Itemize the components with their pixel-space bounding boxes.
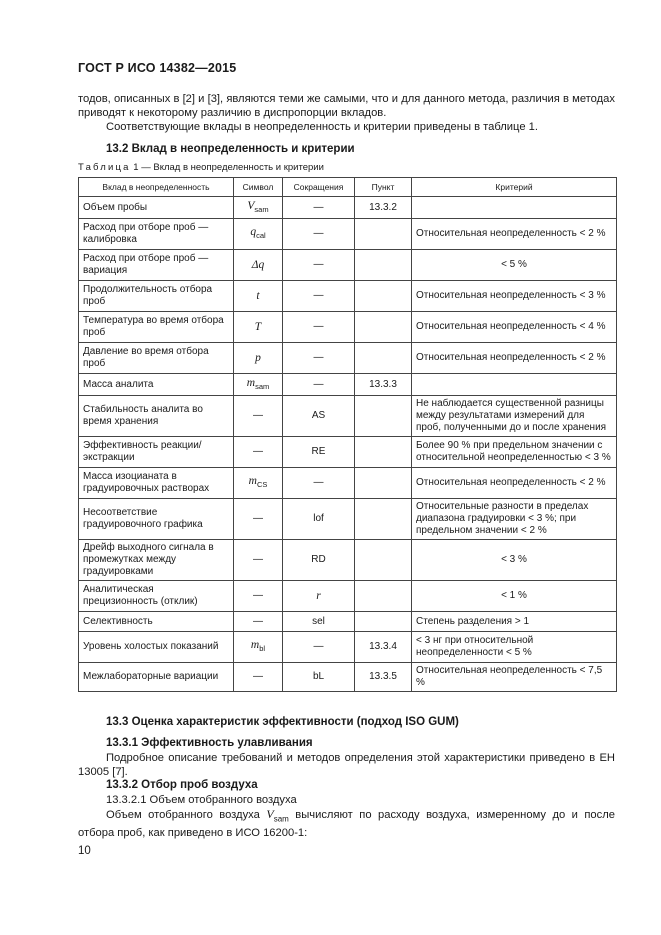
document-header: ГОСТ Р ИСО 14382—2015 [78,61,237,75]
uncertainty-table [78,177,617,692]
cell-symbol [234,663,283,692]
cell-criterion: Относительная неопределенность < 2 % [412,343,617,374]
cell-contribution: Эффективность реакции/экстракции [79,437,234,468]
header-contribution: Вклад в неопределенность [79,178,234,197]
cell-criterion: Относительная неопределенность < 2 % [412,468,617,499]
cell-criterion: Относительные разности в пределах диапазона градуировки < 3 %; при предельном значении < 2 % [412,499,617,540]
table-caption-text: 1 — Вклад в неопределенность и критерии [130,162,324,173]
cell-criterion [412,197,617,219]
table-row [79,499,617,540]
table-caption [78,162,324,173]
cell-clause [355,396,412,437]
cell-contribution: Продолжительность отбора проб [79,281,234,312]
table-row [79,468,617,499]
cell-symbol [234,312,283,343]
table-row [79,197,617,219]
cell-contribution: Масса изоцианата в градуировочных растворах [79,468,234,499]
cell-symbol [234,632,283,663]
cell-criterion: Более 90 % при предельном значении с относительной неопределенностью < 3 % [412,437,617,468]
section-13-2-title: 13.2 Вклад в неопределенность и критерии [106,143,355,155]
cell-contribution: Стабильность аналита во время хранения [79,396,234,437]
symbol-main: m [250,639,260,651]
cell-abbreviation: — [283,219,355,250]
cell-criterion: < 1 % [412,581,617,612]
symbol-subscript: sam [273,814,289,824]
cell-contribution: Расход при отборе проб — калибровка [79,219,234,250]
cell-symbol [234,281,283,312]
table-row [79,312,617,343]
table-row [79,219,617,250]
symbol-main: Δq [251,258,265,271]
cell-abbreviation: AS [283,396,355,437]
cell-clause [355,343,412,374]
header-symbol: Символ [234,178,283,197]
cell-clause: 13.3.5 [355,663,412,692]
cell-abbreviation: — [283,374,355,396]
cell-symbol [234,581,283,612]
cell-contribution: Расход при отборе проб — вариация [79,250,234,281]
table-row [79,540,617,581]
cell-clause [355,499,412,540]
table-row [79,612,617,632]
intro-paragraph-2: Соответствующие вклады в неопределенность и критерии приведены в таблице 1. [106,121,538,133]
cell-criterion: Относительная неопределенность < 4 % [412,312,617,343]
cell-contribution: Дрейф выходного сигнала в промежутках между градуировками [79,540,234,581]
header-criterion: Критерий [412,178,617,197]
cell-clause [355,437,412,468]
cell-contribution: Несоответствие градуировочного графика [79,499,234,540]
header-abbreviation: Сокращения [283,178,355,197]
cell-clause [355,612,412,632]
page-number: 10 [78,845,91,857]
cell-abbreviation: — [283,197,355,219]
symbol-main: — [253,671,263,682]
cell-criterion: Относительная неопределенность < 2 % [412,219,617,250]
table-row [79,663,617,692]
section-13-3-2-1-title: 13.3.2.1 Объем отобранного воздуха [106,794,297,806]
cell-clause [355,281,412,312]
cell-symbol [234,250,283,281]
table-row [79,250,617,281]
cell-abbreviation: RE [283,437,355,468]
symbol-subscript: sam [254,204,269,214]
cell-symbol [234,396,283,437]
symbol-main: — [253,513,263,524]
table-header-row [79,178,617,197]
table-row [79,281,617,312]
cell-abbreviation: r [283,581,355,612]
cell-criterion: Относительная неопределенность < 7,5 % [412,663,617,692]
cell-clause [355,540,412,581]
table-row [79,374,617,396]
cell-abbreviation: — [283,312,355,343]
cell-criterion: < 5 % [412,250,617,281]
cell-criterion: Степень разделения > 1 [412,612,617,632]
symbol-main: — [253,590,263,601]
header-clause: Пункт [355,178,412,197]
cell-abbreviation: — [283,343,355,374]
cell-clause [355,250,412,281]
cell-symbol [234,374,283,396]
section-13-3-1-title: 13.3.1 Эффективность улавливания [106,737,313,749]
cell-symbol [234,468,283,499]
symbol-main: t [256,289,260,302]
cell-abbreviation: RD [283,540,355,581]
symbol-main: p [255,351,261,364]
section-13-3-1-text: Подробное описание требований и методов определения этой характеристики приведено в ЕН 13005 [7]. [78,752,615,778]
cell-contribution: Уровень холостых показаний [79,632,234,663]
cell-contribution: Объем пробы [79,197,234,219]
cell-clause: 13.3.4 [355,632,412,663]
cell-clause [355,219,412,250]
symbol-subscript: cal [256,231,266,240]
symbol-main: V [266,807,274,821]
cell-symbol [234,219,283,250]
cell-clause: 13.3.3 [355,374,412,396]
symbol-main: T [254,320,262,333]
table-caption-prefix: Таблица [78,162,131,173]
section-13-3-2-title: 13.3.2 Отбор проб воздуха [106,779,258,791]
cell-symbol [234,499,283,540]
symbol-main: — [253,554,263,565]
symbol-main: — [253,410,263,421]
cell-symbol [234,540,283,581]
cell-contribution: Аналитическая прецизионность (отклик) [79,581,234,612]
text-fragment: вычисляют по расходу воздуха, измеренному до и после отбора проб, как приведено в ИСО 16200-1: [78,809,616,840]
cell-criterion: < 3 нг при относительной неопределенности < 5 % [412,632,617,663]
symbol-subscript: CS [256,480,268,489]
cell-symbol [234,343,283,374]
cell-abbreviation: — [283,632,355,663]
symbol-main: m [248,475,257,487]
text-fragment: Объем отобранного воздуха [106,809,267,821]
cell-contribution: Масса аналита [79,374,234,396]
cell-symbol [234,612,283,632]
cell-criterion: < 3 % [412,540,617,581]
cell-clause [355,312,412,343]
cell-abbreviation: lof [283,499,355,540]
intro-paragraph: тодов, описанных в [2] и [3], являются теми же самыми, что и для данного метода, различия в методах приводят к некоторому различию в диспропорции вкладов. [78,93,615,119]
table-row [79,581,617,612]
symbol-subscript: bl [259,644,266,653]
cell-contribution: Межлабораторные вариации [79,663,234,692]
symbol-main: — [253,446,263,457]
cell-symbol [234,437,283,468]
cell-abbreviation: bL [283,663,355,692]
table-row [79,437,617,468]
cell-contribution: Селективность [79,612,234,632]
cell-clause: 13.3.2 [355,197,412,219]
cell-abbreviation: sel [283,612,355,632]
cell-clause [355,581,412,612]
cell-abbreviation: — [283,468,355,499]
cell-criterion: Относительная неопределенность < 3 % [412,281,617,312]
cell-criterion: Не наблюдается существенной разницы между результатами измерений для проб, полученными до и после хранения [412,396,617,437]
cell-contribution: Температура во время отбора проб [79,312,234,343]
symbol-main: V [247,199,255,212]
cell-clause [355,468,412,499]
section-13-3-2-1-text [78,807,615,840]
section-13-3-title: 13.3 Оценка характеристик эффективности (подход ISO GUM) [106,716,459,728]
symbol-v-sam [266,807,289,824]
symbol-main: m [246,376,256,389]
cell-criterion [412,374,617,396]
table-row [79,632,617,663]
table-row [79,343,617,374]
cell-abbreviation: — [283,250,355,281]
symbol-main: q [250,226,257,238]
table-row [79,396,617,437]
cell-abbreviation: — [283,281,355,312]
symbol-subscript: sam [255,381,270,391]
cell-symbol [234,197,283,219]
cell-contribution: Давление во время отбора проб [79,343,234,374]
symbol-main: — [253,615,263,627]
